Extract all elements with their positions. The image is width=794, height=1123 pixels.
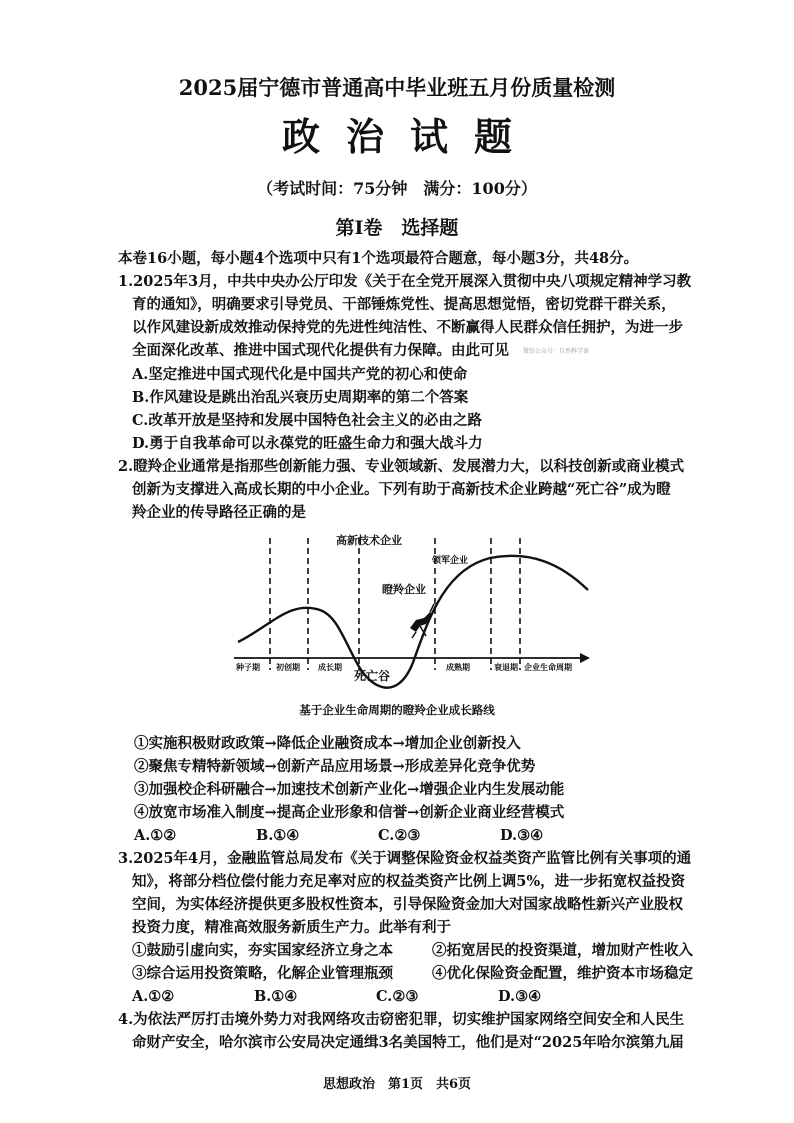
q2-stem-line: 2.瞪羚企业通常是指那些创新能力强、专业领域新、发展潜力大，以科技创新或商业模式 [118, 457, 685, 475]
q3-statements-row [118, 962, 734, 985]
q1-stem-line: 1.2025年3月，中共中央办公厅印发《关于在全党开展深入贯彻中央八项规定精神学习教 [118, 273, 692, 290]
q2-statement-4: ④放宽市场准入制度→提高企业形象和信誉→创新企业商业经营模式 [134, 804, 565, 821]
gazelle-icon [410, 604, 434, 638]
label-high-tech: 高新技术企业 [336, 534, 402, 547]
q2-statement-1: ①实施积极财政政策→降低企业融资成本→增加企业创新投入 [134, 735, 521, 752]
q3-statement-2: ②拓宽居民的投资渠道，增加财产性收入 [432, 942, 693, 959]
q3-choice-c: C.②③ [376, 988, 419, 1005]
q1-stem-line: 育的通知》，明确要求引导党员、干部锤炼党性、提高思想觉悟，密切党群干群关系， [132, 296, 676, 313]
exam-info: （考试时间：75分钟 满分：100分） [257, 179, 537, 198]
q1-option-b: B.作风建设是跳出治乱兴衰历史周期率的第二个答案 [132, 388, 469, 406]
figure-caption: 基于企业生命周期的瞪羚企业成长路线 [299, 703, 495, 717]
q3-stem-line: 空间，为实体经济提供更多股权性资本，引导保险资金加大对国家战略性新兴产业股权 [132, 896, 683, 913]
q3-block [118, 847, 734, 1054]
q2-q3-block [134, 732, 734, 847]
q1-option-a: A.坚定推进中国式现代化是中国共产党的初心和使命 [132, 365, 468, 383]
q2-choice-b: B.①④ [256, 827, 300, 844]
stage-startup: 初创期 [276, 663, 300, 672]
stage-decline: 衰退期 [494, 663, 518, 672]
q2-statement-2: ②聚焦专精特新领域→创新产品应用场景→形成差异化竞争优势 [134, 758, 536, 775]
q3-choice-b: B.①④ [254, 988, 298, 1005]
stage-mature: 成熟期 [446, 663, 470, 672]
q3-stem-line: 知》，将部分档位偿付能力充足率对应的权益类资产比例上调5%，进一步拓宽权益投资 [132, 873, 686, 890]
exam-title: 2025届宁德市普通高中毕业班五月份质量检测 [178, 75, 616, 100]
q4-stem-line: 命财产安全，哈尔滨市公安局决定通缉3名美国特工，他们是对“2025年哈尔滨第九届 [132, 1034, 684, 1051]
q3-stem-line: 投资力度，精准高效服务新质生产力。此举有利于 [132, 919, 451, 936]
lifecycle-diagram [232, 530, 592, 715]
instructions-block [118, 247, 730, 524]
stage-growth: 成长期 [318, 663, 342, 672]
axis-arrow [580, 653, 590, 663]
q3-choices [118, 985, 734, 1008]
q2-choices [134, 824, 734, 847]
stage-seed: 种子期 [236, 663, 260, 672]
q2-stem-line: 创新为支撑进入高成长期的中小企业。下列有助于高新技术企业跨越“死亡谷”成为瞪 [132, 480, 671, 498]
q1-stem-line: 以作风建设新成效推动保持党的先进性纯洁性、不断赢得人民群众信任拥护，为进一步 [132, 319, 683, 336]
q3-choice-d: D.③④ [498, 988, 542, 1005]
q1-stem-line: 全面深化改革、推进中国式现代化提供有力保障。由此可见 微信公众号：自然科学备 [132, 342, 590, 359]
axis-label: 企业生命周期 [524, 663, 572, 672]
subject-title: 政治试题 [281, 114, 538, 159]
q3-stem-line: 3.2025年4月，金融监管总局发布《关于调整保险资金权益类资产监管比例有关事项的通 [118, 850, 692, 867]
q1-option-c: C.改革开放是坚持和发展中国特色社会主义的必由之路 [132, 411, 482, 429]
q2-choice-a: A.①② [134, 827, 177, 844]
q1-option-d: D.勇于自我革命可以永葆党的旺盛生命力和强大战斗力 [132, 434, 483, 452]
q3-statement-4: ④优化保险资金配置，维护资本市场稳定 [432, 965, 693, 982]
instructions: 本卷16小题，每小题4个选项中只有1个选项最符合题意，每小题3分，共48分。 [118, 250, 639, 267]
lifecycle-figure [232, 530, 592, 715]
q2-statement-3: ③加强校企科研融合→加速技术创新产业化→增强企业内生发展动能 [134, 781, 565, 798]
q2-choice-d: D.③④ [500, 827, 544, 844]
watermark-stamp: 微信公众号：自然科学备 [523, 347, 590, 355]
q3-choice-a: A.①② [132, 988, 175, 1005]
q4-stem-line: 4.为依法严厉打击境外势力对我网络攻击窃密犯罪，切实维护国家网络空间安全和人民生 [118, 1011, 685, 1028]
q2-stem-line: 羚企业的传导路径正确的是 [132, 503, 306, 521]
label-gazelle: 瞪羚企业 [382, 583, 426, 596]
page-footer: 思想政治 第1页 共6页 [322, 1077, 472, 1092]
q3-statement-3: ③综合运用投资策略，化解企业管理瓶颈 [132, 965, 393, 982]
q3-statement-1: ①鼓励引虚向实，夯实国家经济立身之本 [132, 942, 393, 959]
label-leader: 领军企业 [432, 556, 469, 566]
q3-statements-row [118, 939, 734, 962]
label-death-valley: 死亡谷 [354, 669, 391, 683]
section-title: 第Ⅰ卷 选择题 [335, 217, 459, 239]
q2-choice-c: C.②③ [378, 827, 421, 844]
